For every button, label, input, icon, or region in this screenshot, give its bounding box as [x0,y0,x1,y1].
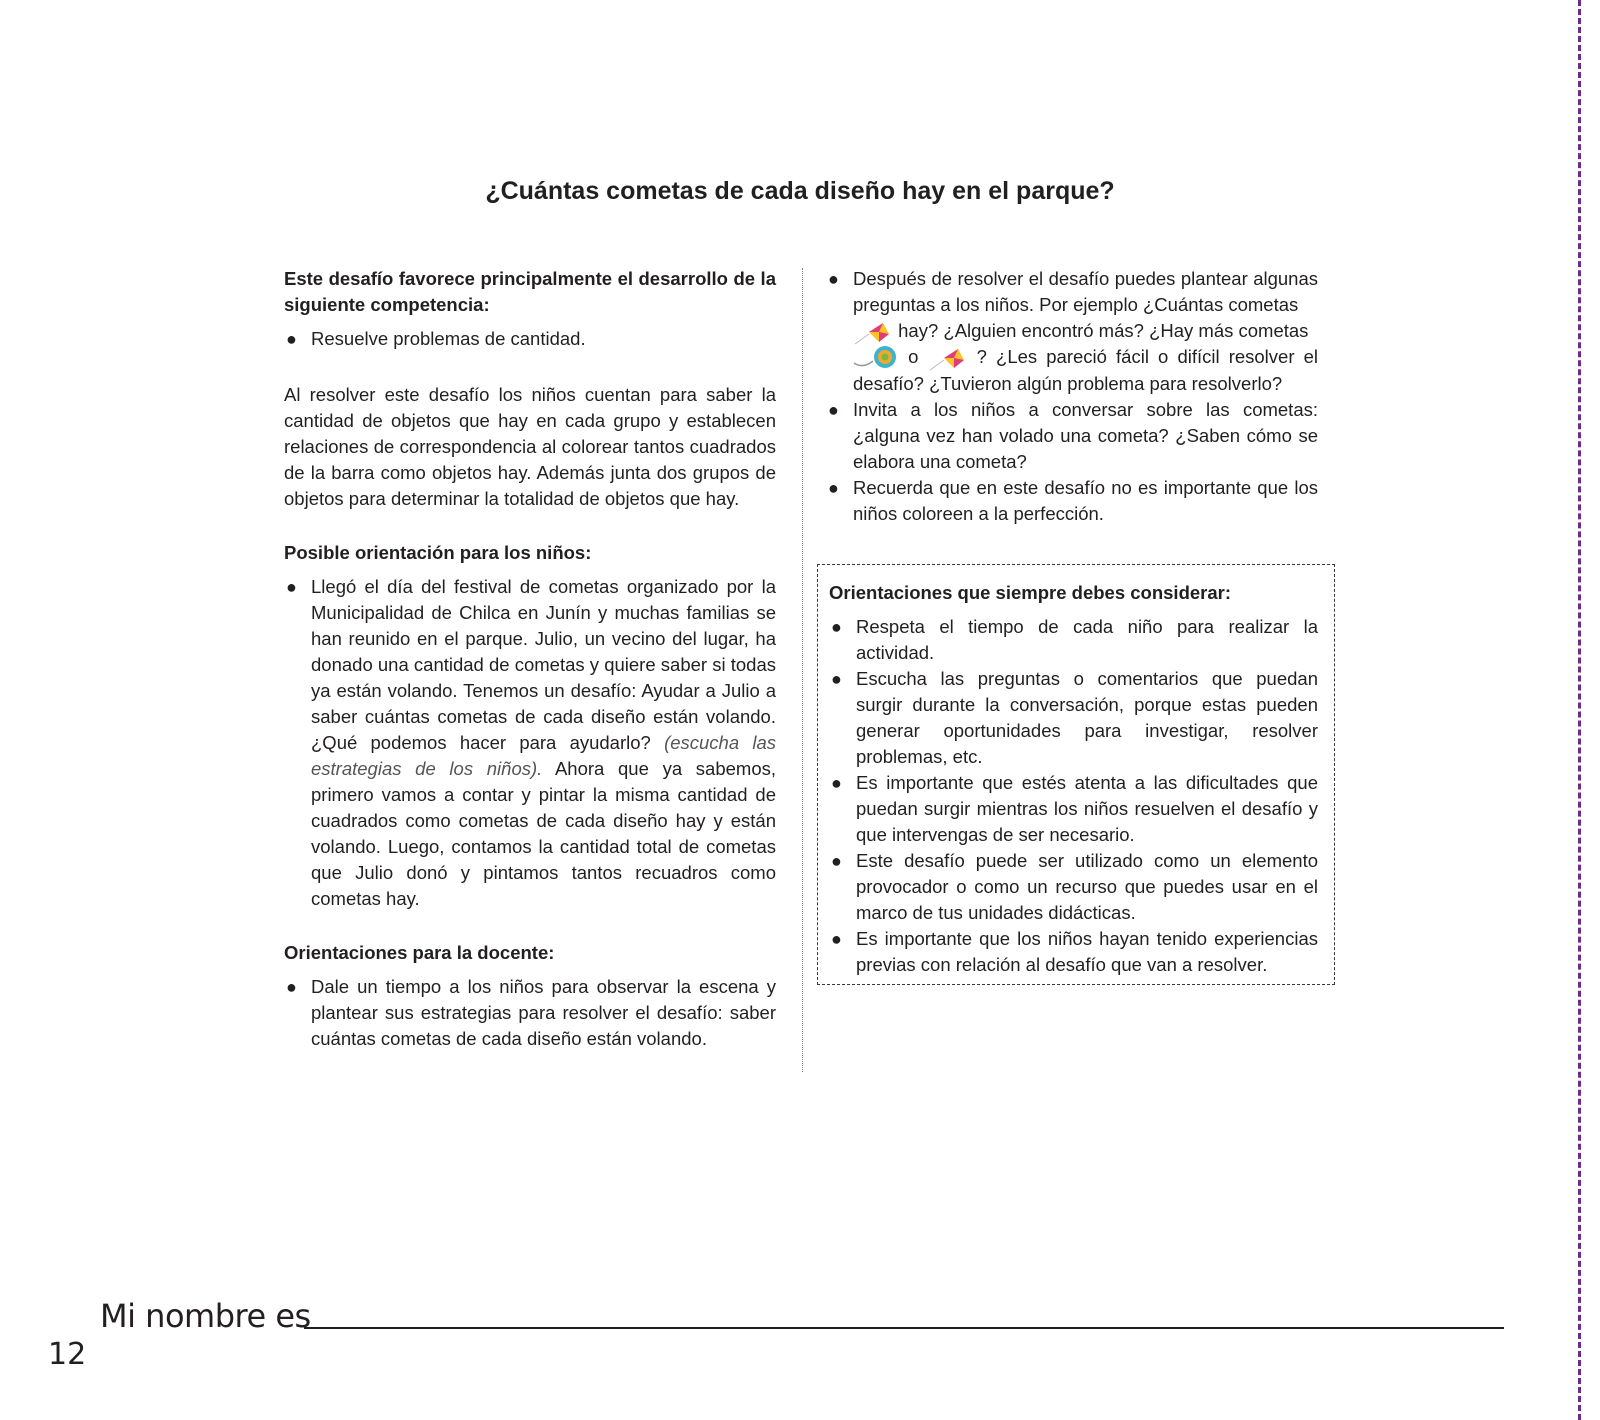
bullet-icon: ● [831,669,842,689]
list-item: ● Respeta el tiempo de cada niño para realizar la actividad. [831,616,1318,663]
intro-paragraph: Al resolver este desafío los niños cuentan para saber la cantidad de objetos que hay en cada grupo y establecen relaciones de correspondencia al colorear tantos cuadrados de la barra como objetos hay. Además junta dos grupos de objetos para determinar la totalidad de objetos que hay. [284,384,776,509]
left-column [284,266,776,1052]
right-column [826,266,1318,527]
page-title: ¿Cuántas cometas de cada diseño hay en el parque? [485,177,1115,205]
bullet-icon: ● [828,400,839,421]
orientacion-list [284,574,776,912]
list-item: ● Escucha las preguntas o comentarios que puedan surgir durante la conversación, porque estas pueden generar oportunidades para investigar, resolver problemas, etc. [831,668,1318,767]
name-input-line[interactable] [304,1327,1504,1329]
kite-pink-yellow-icon [853,320,893,344]
docente-list [284,974,776,1052]
bullet-icon: ● [286,977,297,997]
box-list [829,614,1318,978]
bullet-icon: ● [828,478,839,499]
list-item: ● Es importante que estés atenta a las dificultades que puedan surgir mientras los niños resuelven el desafío y que intervengas de ser necesario. [831,772,1318,845]
list-item [284,574,776,912]
right-list [826,266,1318,527]
orientacion-text: Llegó el día del festival de cometas organizado por la Municipalidad de Chilca en Junín y muchas familias se han reunido en el parque. Julio, un vecino del lugar, ha donado una cantidad de cometas y quiere saber si todas ya están volando. Tenemos un desafío: Ayudar a Julio a saber cuántas cometas de cada diseño están volando. ¿Qué podemos hacer para ayudarlo? (escucha las estrategias de los niños). Ahora que ya sabemos, primero vamos a contar y pintar la misma cantidad de cuadrados como cometas de cada diseño hay y están volando. Luego, contamos la cantidad total de cometas que Julio donó y pintamos tantos recuadros como cometas hay. [311,576,777,909]
bullet-icon: ● [831,617,842,637]
list-item: ● Este desafío puede ser utilizado como un elemento provocador o como un recurso que puedes usar en el marco de tus unidades didácticas. [831,850,1318,923]
bullet-icon: ● [828,269,839,289]
bullet-icon: ● [831,929,842,949]
list-item: ● Después de resolver el desafío puedes plantear algunas preguntas a los niños. Por ejemplo ¿Cuántas cometas hay? ¿Alguien encontró más? ¿Hay más cometas o ? ¿Les pareció fácil o difícil resolver el desafío? ¿Tuvieron algún problema para resolverlo? [828,268,1319,395]
considerations-box [817,564,1335,985]
list-item: ● Es importante que los niños hayan tenido experiencias previas con relación al desafío que van a resolver. [831,928,1318,975]
page-number: 12 [48,1337,87,1372]
bullet-icon: ● [286,577,297,597]
list-item: ● Resuelve problemas de cantidad. [284,326,776,352]
bullet-icon: ● [831,773,842,793]
competencia-heading: Este desafío favorece principalmente el desarrollo de la siguiente competencia: [284,268,776,315]
docente-heading: Orientaciones para la docente: [284,942,555,963]
orientacion-heading: Posible orientación para los niños: [284,542,592,563]
bullet-icon: ● [831,851,842,871]
competencia-list [284,326,776,352]
bullet-icon: ● [286,329,297,349]
cut-line [1578,0,1581,1420]
list-item: ● Invita a los niños a conversar sobre las cometas: ¿alguna vez han volado una cometa? ¿Saben cómo se elabora una cometa? [828,399,1318,473]
list-item: ● Dale un tiempo a los niños para observar la escena y plantear sus estrategias para resolver el desafío: saber cuántas cometas de cada diseño están volando. [286,976,776,1049]
name-label: Mi nombre es [100,1297,311,1335]
list-item: ● Recuerda que en este desafío no es importante que los niños coloreen a la perfección. [828,477,1318,525]
kite-round-multicolor-icon [853,345,899,371]
column-divider [802,268,803,1072]
box-heading: Orientaciones que siempre debes considerar: [829,582,1232,603]
kite-pink-yellow-icon [928,346,968,370]
